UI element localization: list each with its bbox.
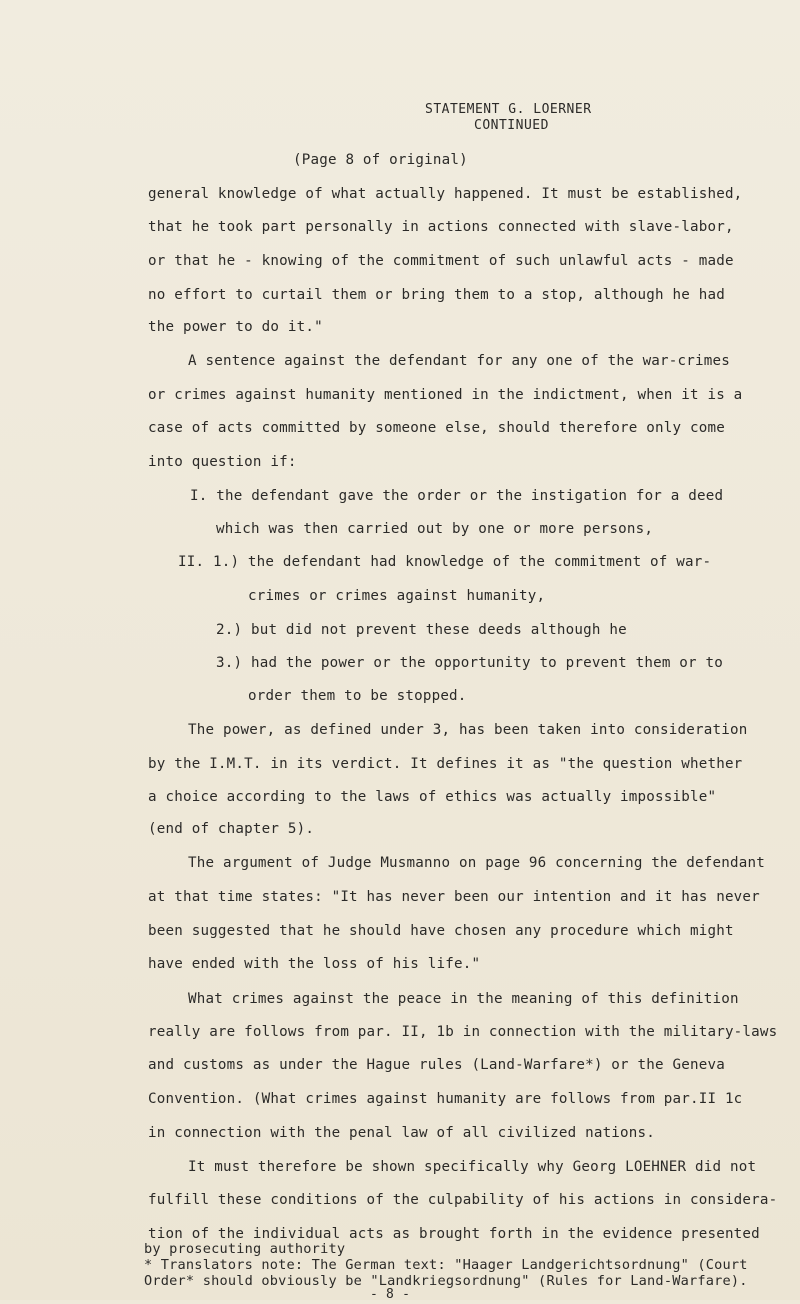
list-item: crimes or crimes against humanity,	[248, 588, 546, 604]
list-item: order them to be stopped.	[248, 688, 467, 704]
text-line: really are follows from par. II, 1b in connection with the military-laws	[148, 1024, 778, 1040]
text-line: that he took part personally in actions connected with slave-labor,	[148, 219, 734, 235]
text-line: case of acts committed by someone else, should therefore only come	[148, 420, 725, 436]
text-line: general knowledge of what actually happened. It must be established,	[148, 186, 743, 202]
text-line: have ended with the loss of his life."	[148, 956, 481, 972]
list-item: II. 1.) the defendant had knowledge of the commitment of war-	[178, 554, 712, 570]
footnote-line: * Translators note: The German text: "Haager Landgerichtsordnung" (Court	[144, 1257, 748, 1273]
text-line: been suggested that he should have chosen any procedure which might	[148, 923, 734, 939]
text-line: (end of chapter 5).	[148, 821, 315, 837]
text-line: the power to do it."	[148, 319, 323, 335]
list-item: 3.) had the power or the opportunity to prevent them or to	[216, 655, 724, 671]
text-line: a choice according to the laws of ethics was actually impossible"	[148, 789, 717, 805]
text-line: and customs as under the Hague rules (Land-Warfare*) or the Geneva	[148, 1057, 725, 1073]
header-title: STATEMENT G. LOERNER	[425, 102, 592, 117]
text-line: into question if:	[148, 454, 297, 470]
footnote-line: Order* should obviously be "Landkriegsordnung" (Rules for Land-Warfare).	[144, 1273, 748, 1289]
list-item: 2.) but did not prevent these deeds although he	[216, 622, 627, 638]
text-line: fulfill these conditions of the culpability of his actions in considera-	[148, 1192, 778, 1208]
header-continued: CONTINUED	[474, 118, 549, 133]
text-line: no effort to curtail them or bring them to a stop, although he had	[148, 287, 725, 303]
text-line: or crimes against humanity mentioned in the indictment, when it is a	[148, 387, 743, 403]
footnote-line: by prosecuting authority	[144, 1241, 346, 1257]
text-line: tion of the individual acts as brought forth in the evidence presented	[148, 1226, 760, 1242]
list-item: I. the defendant gave the order or the instigation for a deed	[190, 488, 724, 504]
list-item: which was then carried out by one or more persons,	[216, 521, 654, 537]
text-line: at that time states: "It has never been our intention and it has never	[148, 889, 760, 905]
text-line: A sentence against the defendant for any one of the war-crimes	[188, 353, 730, 369]
text-line: in connection with the penal law of all civilized nations.	[148, 1125, 656, 1141]
text-line: Convention. (What crimes against humanity are follows from par.II 1c	[148, 1091, 743, 1107]
text-line: It must therefore be shown specifically why Georg LOEHNER did not	[188, 1159, 757, 1175]
text-line: or that he - knowing of the commitment of such unlawful acts - made	[148, 253, 734, 269]
text-line: What crimes against the peace in the meaning of this definition	[188, 991, 739, 1007]
page-number: - 8 -	[370, 1287, 411, 1302]
text-line: by the I.M.T. in its verdict. It defines it as "the question whether	[148, 756, 743, 772]
text-line: The power, as defined under 3, has been taken into consideration	[188, 722, 748, 738]
text-line: The argument of Judge Musmanno on page 96 concerning the defendant	[188, 855, 765, 871]
page-reference: (Page 8 of original)	[293, 152, 468, 168]
